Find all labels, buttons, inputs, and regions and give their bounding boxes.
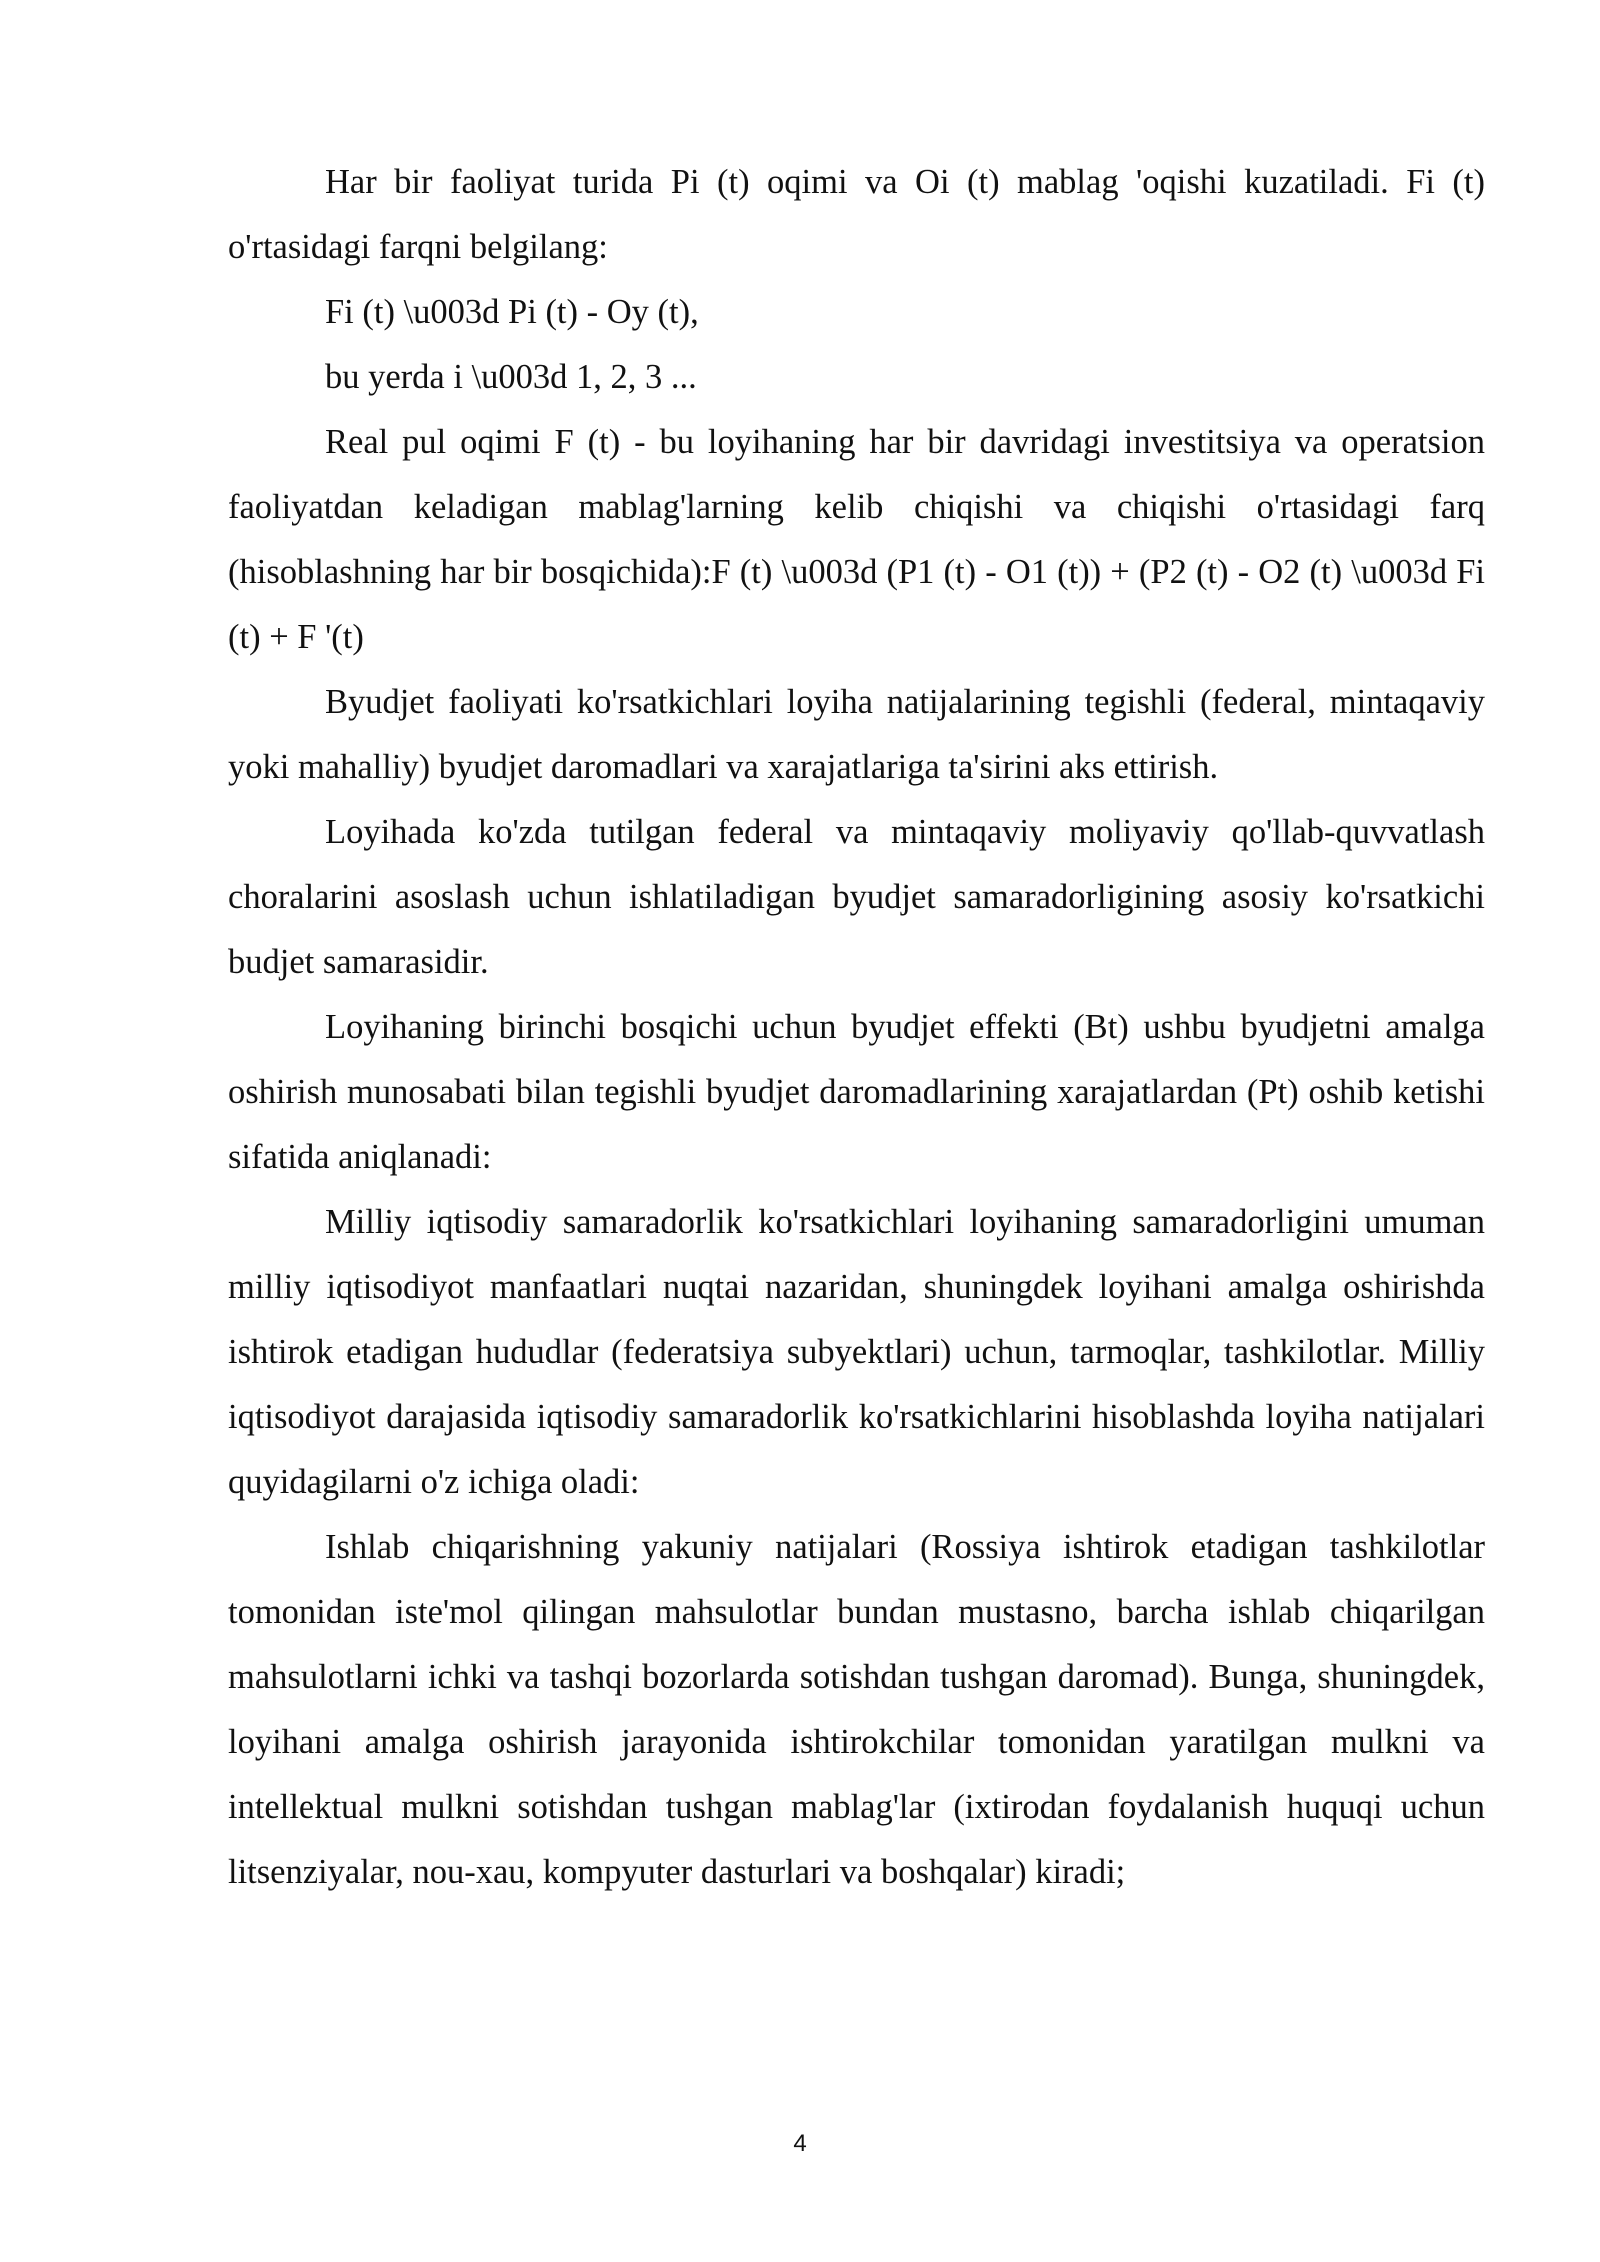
document-body bbox=[228, 150, 1485, 1905]
formula-line: Fi (t) \u003d Pi (t) - Oy (t), bbox=[325, 293, 699, 331]
paragraph-production-results: Ishlab chiqarishning yakuniy natijalari (Rossiya ishtirok etadigan tashkilotlar tomonidan iste'mol qilingan mahsulotlar bundan mustasno, barcha ishlab chiqarilgan mahsulotlarni ichki va tashqi bozorlarda sotishdan tushgan daromad). Bunga, shuningdek, loyihani amalga oshirish jarayonida ishtirokchilar tomonidan yaratilgan mulkni va intellektual mulkni sotishdan tushgan mablag'lar (ixtirodan foydalanish huquqi uchun litsenziyalar, nou-xau, kompyuter dasturlari va boshqalar) kiradi; bbox=[228, 1528, 1485, 1891]
page-number: 4 bbox=[793, 2130, 807, 2157]
paragraph-budget-indicators: Byudjet faoliyati ko'rsatkichlari loyiha natijalarining tegishli (federal, mintaqaviy yoki mahalliy) byudjet daromadlari va xarajatlariga ta'sirini aks ettirish. bbox=[228, 683, 1485, 786]
formula-index-line: bu yerda i \u003d 1, 2, 3 ... bbox=[325, 358, 697, 396]
paragraph-real-cash-flow: Real pul oqimi F (t) - bu loyihaning har bir davridagi investitsiya va operatsion faoliyatdan keladigan mablag'larning kelib chiqishi va chiqishi o'rtasidagi farq (hisoblashning har bir bosqichida):F (t) \u003d (P1 (t) - O1 (t)) + (P2 (t) - O2 (t) \u003d Fi (t) + F '(t) bbox=[228, 423, 1485, 656]
paragraph-budget-effect: Loyihada ko'zda tutilgan federal va mintaqaviy moliyaviy qo'llab-quvvatlash choralarini asoslash uchun ishlatiladigan byudjet samaradorligining asosiy ko'rsatkichi budjet samarasidir. bbox=[228, 813, 1485, 981]
paragraph-national-efficiency: Milliy iqtisodiy samaradorlik ko'rsatkichlari loyihaning samaradorligini umuman milliy iqtisodiyot manfaatlari nuqtai nazaridan, shuningdek loyihani amalga oshirishda ishtirok etadigan hududlar (federatsiya subyektlari) uchun, tarmoqlar, tashkilotlar. Milliy iqtisodiyot darajasida iqtisodiy samaradorlik ko'rsatkichlarini hisoblashda loyiha natijalari quyidagilarni o'z ichiga oladi: bbox=[228, 1203, 1485, 1501]
paragraph-flow-definition: Har bir faoliyat turida Pi (t) oqimi va Oi (t) mablag 'oqishi kuzatiladi. Fi (t) o'rtasidagi farqni belgilang: bbox=[228, 163, 1485, 266]
paragraph-first-stage-budget-effect: Loyihaning birinchi bosqichi uchun byudjet effekti (Bt) ushbu byudjetni amalga oshirish munosabati bilan tegishli byudjet daromadlarining xarajatlardan (Pt) oshib ketishi sifatida aniqlanadi: bbox=[228, 1008, 1485, 1176]
